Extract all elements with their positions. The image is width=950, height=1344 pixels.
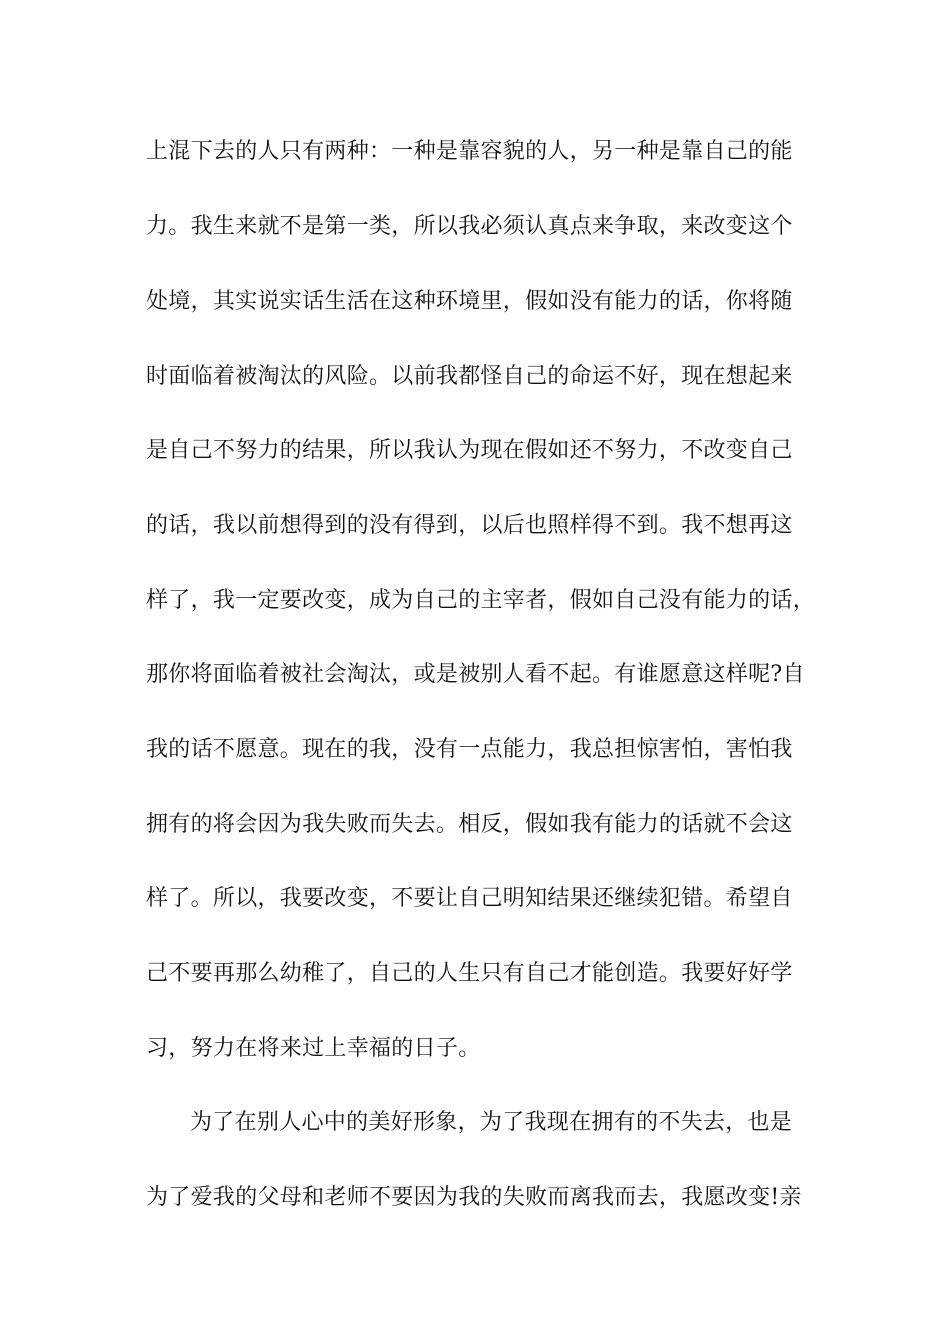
text-line: 那你将面临着被社会淘汰，或是被别人看不起。有谁愿意这样呢?自 bbox=[146, 662, 805, 687]
text-line: 是自己不努力的结果，所以我认为现在假如还不努力，不改变自己 bbox=[146, 438, 793, 463]
text-line: 处境，其实说实话生活在这种环境里，假如没有能力的话，你将随 bbox=[146, 289, 793, 314]
text-line: 的话，我以前想得到的没有得到，以后也照样得不到。我不想再这 bbox=[146, 513, 793, 538]
text-line: 习，努力在将来过上幸福的日子。 bbox=[146, 1036, 481, 1061]
text-line: 时面临着被淘汰的风险。以前我都怪自己的命运不好，现在想起来 bbox=[146, 364, 793, 389]
text-line: 样了。所以，我要改变，不要让自己明知结果还继续犯错。希望自 bbox=[146, 886, 793, 911]
text-line: 上混下去的人只有两种：一种是靠容貌的人，另一种是靠自己的能 bbox=[146, 139, 793, 164]
text-line: 我的话不愿意。现在的我，没有一点能力，我总担惊害怕，害怕我 bbox=[146, 737, 793, 762]
text-line: 己不要再那么幼稚了，自己的人生只有自己才能创造。我要好好学 bbox=[146, 961, 793, 986]
paragraph-first-line: 为了在别人心中的美好形象，为了我现在拥有的不失去，也是 bbox=[190, 1110, 793, 1135]
text-line: 样了，我一定要改变，成为自己的主宰者，假如自己没有能力的话， bbox=[146, 588, 816, 613]
text-line: 力。我生来就不是第一类，所以我必须认真点来争取，来改变这个 bbox=[146, 214, 793, 239]
text-line: 为了爱我的父母和老师不要因为我的失败而离我而去，我愿改变!亲 bbox=[146, 1185, 802, 1210]
text-line: 拥有的将会因为我失败而失去。相反，假如我有能力的话就不会这 bbox=[146, 812, 793, 837]
